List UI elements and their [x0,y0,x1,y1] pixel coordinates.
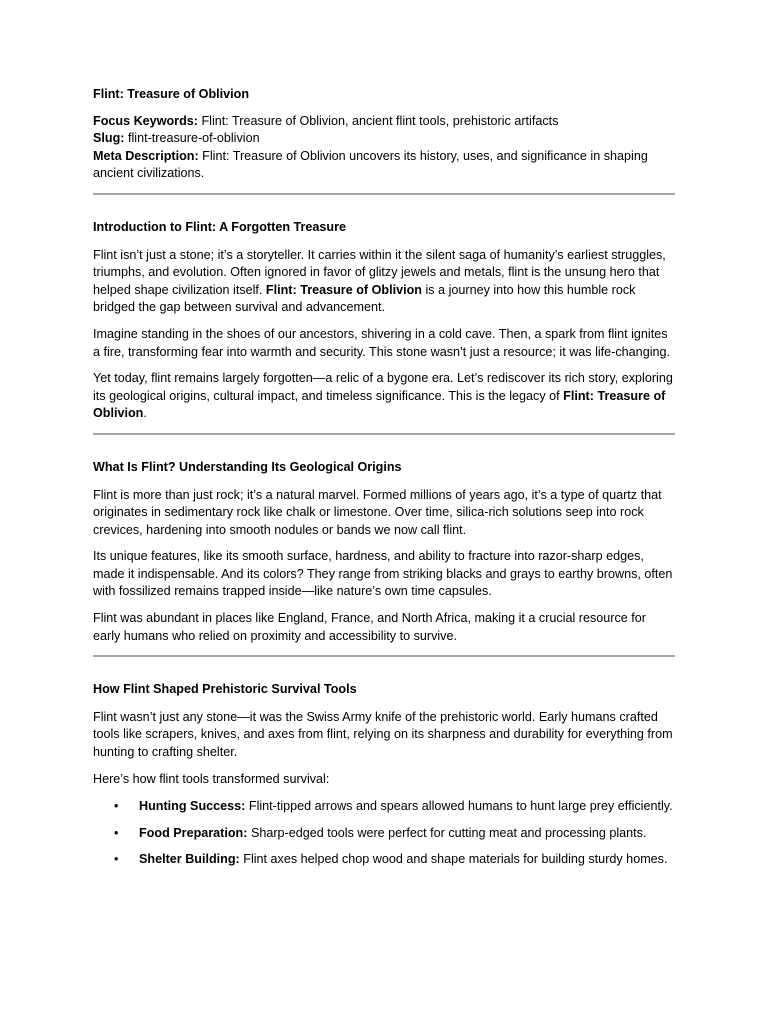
list-item-text: Sharp-edged tools were perfect for cutting meat and processing plants. [247,825,647,840]
paragraph-text: Yet today, flint remains largely forgotten—a relic of a bygone era. Let’s rediscover its rich story, exploring its geological origins, cultural impact, and timeless significance. This is the legacy of [93,371,673,403]
list-item-text: Flint-tipped arrows and spears allowed humans to hunt large prey efficiently. [245,799,673,814]
divider [93,193,675,195]
bold-text: Flint: Treasure of Oblivion [93,388,666,421]
list-item-text: Flint axes helped chop wood and shape materials for building sturdy homes. [239,852,668,867]
paragraph: Here’s how flint tools transformed survival: [93,771,330,786]
paragraph: Flint wasn’t just any stone—it was the Swiss Army knife of the prehistoric world. Early humans crafted tools like scrapers, knives, and axes from flint, relying on its sharpness and durability for everything from hunting to crafting shelter. [93,709,673,760]
bullet-list [93,798,675,869]
paragraph: Flint was abundant in places like England, France, and North Africa, making it a crucial resource for early humans who relied on proximity and accessibility to survive. [93,611,646,643]
list-item [93,798,675,816]
list-item-label: Hunting Success: [139,799,246,814]
paragraph: Its unique features, like its smooth surface, hardness, and ability to fracture into razor-sharp edges, made it indispensable. And its colors? They range from striking blacks and grays to earthy browns, often with fossilized remains trapped inside—like nature’s own time capsules. [93,549,673,599]
divider [93,433,675,435]
section-survival-tools [93,681,675,869]
paragraph [93,370,675,423]
section-heading: How Flint Shaped Prehistoric Survival Tools [93,682,357,697]
meta-block [93,113,675,183]
document-title: Flint: Treasure of Oblivion [93,87,250,101]
meta-description-line [93,148,675,183]
list-item-label: Shelter Building: [139,852,240,867]
paragraph [93,247,675,317]
slug-line [93,130,675,148]
meta-description-value: Flint: Treasure of Oblivion uncovers its history, uses, and significance in shaping ancient civilizations. [93,148,648,181]
bold-text: Flint: Treasure of Oblivion [265,282,422,297]
list-item [93,851,675,869]
paragraph: Imagine standing in the shoes of our ancestors, shivering in a cold cave. Then, a spark from flint ignites a fire, transforming fear into warmth and security. This stone wasn’t just a resource; it was life-changing. [93,326,670,359]
list-item [93,825,675,843]
paragraph-text: Flint isn’t just a stone; it’s a storyteller. It carries within it the silent saga of humanity’s earliest struggles, triumphs, and evolution. Often ignored in favor of glitzy jewels and metals, flint is the unsung hero that helped shape civilization itself. [93,247,666,297]
bullet-icon: • [114,825,119,840]
section-introduction [93,219,675,423]
divider [93,655,675,657]
list-item-label: Food Preparation: [139,825,248,840]
focus-keywords-value: Flint: Treasure of Oblivion, ancient flint tools, prehistoric artifacts [197,113,559,128]
document-page [93,86,675,878]
slug-value: flint-treasure-of-oblivion [124,131,260,146]
section-heading: Introduction to Flint: A Forgotten Treasure [93,219,347,234]
bullet-icon: • [114,799,119,814]
meta-description-label: Meta Description: [93,148,199,163]
slug-label: Slug: [93,131,125,146]
paragraph-text: is a journey into how this humble rock bridged the gap between survival and advancement. [93,282,636,315]
section-geological-origins [93,459,675,645]
focus-keywords-label: Focus Keywords: [93,113,198,128]
paragraph-text: . [143,406,147,421]
focus-keywords-line [93,113,675,131]
paragraph: Flint is more than just rock; it’s a natural marvel. Formed millions of years ago, it’s a type of quartz that originates in sedimentary rock like chalk or limestone. Over time, silica-rich solutions seep into rock crevices, hardening into smooth nodules or bands we now call flint. [93,487,662,537]
section-heading: What Is Flint? Understanding Its Geological Origins [93,459,402,474]
bullet-icon: • [114,852,119,867]
